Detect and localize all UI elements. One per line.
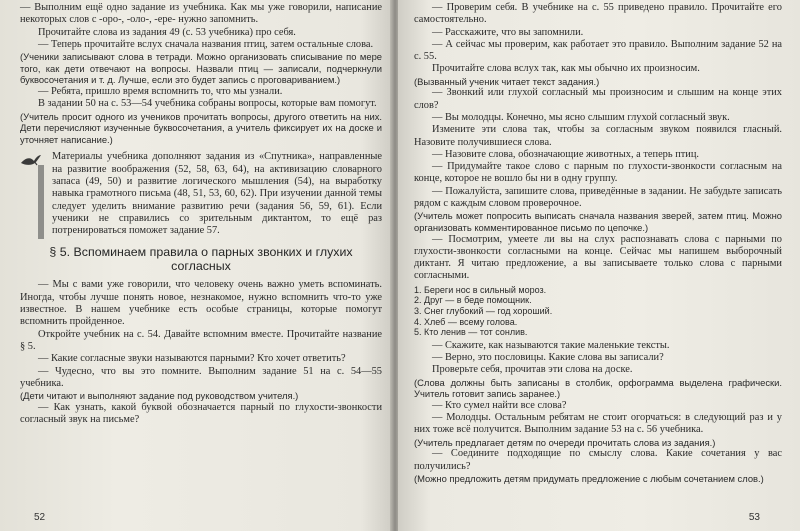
- paragraph: Проверьте себя, прочитав эти слова на доске.: [432, 364, 633, 376]
- paragraph: — А сейчас мы проверим, как работает это правило. Выполним задание 52 на с. 55.: [414, 38, 782, 63]
- right-page: [398, 0, 800, 531]
- page-number: 52: [34, 512, 46, 523]
- page-number: 53: [748, 512, 760, 523]
- section-title: § 5. Вспоминаем правила о парных звонких и глухих согласных: [49, 245, 353, 274]
- list-item: 1. Береги нос в сильный мороз.: [414, 284, 547, 295]
- teacher-note: (Учитель предлагает детям по очереди прочитать слова из задания.): [414, 436, 716, 448]
- paragraph: — Какие согласные звуки называются парными? Кто хочет ответить?: [38, 353, 346, 365]
- paragraph: Прочитайте слова вслух так, как мы обычно их произносим.: [432, 63, 700, 75]
- paragraph: — Выполним ещё одно задание из учебника. Как мы уже говорили, написание некоторых слов с -оро-, -оло-, -ере- нужно запомнить.: [20, 2, 382, 26]
- teacher-note: (Слова должны быть записаны в столбик, орфограмма выделена графически. Учитель готовит запись заранее.): [414, 376, 782, 400]
- sputnik-callout: [20, 151, 382, 237]
- teacher-note: (Дети читают и выполняют задание под руководством учителя.): [20, 390, 299, 402]
- paragraph: Прочитайте слова из задания 49 (с. 53 учебника) про себя.: [38, 26, 296, 38]
- teacher-note: (Вызванный ученик читает текст задания.): [414, 75, 600, 87]
- paragraph: — Посмотрим, умеете ли вы на слух распознавать слова с парными по глухости-звонкости согласными на конце. Сейчас мы напишем выборочный диктант. Я читаю предложение, а вы записываете только слова с парными согласными.: [414, 233, 782, 282]
- left-page: [0, 0, 392, 531]
- callout-text: Материалы учебника дополняют задания из «Спутника», направленные на развитие воображения (52, 58, 63, 64), на активизацию словарного запаса (49, 50) и развитие логического мышления (54), на выработку навыка грамотного письма (48, 51, 53, 60, 62). При изучении данной темы следует уделить внимание развитию речи (задания 56, 59, 61). Если ученики не справились со зрительным диктантом, то ещё раз потренироваться поможет задание 57.: [52, 151, 382, 237]
- paragraph: — Молодцы. Остальным ребятам не стоит огорчаться: в следующий раз и у них тоже всё получится. Выполним задание 53 на с. 56 учебника.: [414, 412, 782, 436]
- list-item: 4. Хлеб — всему голова.: [414, 316, 518, 327]
- paragraph: — Кто сумел найти все слова?: [432, 399, 567, 411]
- teacher-note: (Ученики записывают слова в тетради. Можно организовать списывание по мере того, как дети отвечают на вопросы. Назвали птиц — записали, подчеркнули буквосочетания и т. д. Лучше, если это будет запись с проговариванием.): [20, 51, 382, 86]
- paragraph: — Теперь прочитайте вслух сначала названия птиц, затем остальные слова.: [38, 38, 374, 50]
- paragraph: — Расскажите, что вы запомнили.: [432, 26, 584, 38]
- teacher-note: (Можно предложить детям придумать предложение с любым сочетанием слов.): [414, 472, 764, 484]
- paragraph: — Проверим себя. В учебнике на с. 55 приведено правило. Прочитайте его самостоятельно.: [414, 2, 782, 26]
- paragraph: Откройте учебник на с. 54. Давайте вспомним вместе. Прочитайте название § 5.: [20, 328, 382, 352]
- paragraph: — Звонкий или глухой согласный мы произносим и слышим на конце этих слов?: [414, 87, 782, 111]
- dictation-list: [414, 285, 782, 338]
- paragraph: — Чудесно, что вы это помните. Выполним задание 51 на с. 54—55 учебника.: [20, 365, 382, 389]
- paragraph: — Соедините подходящие по смыслу слова. Какие сочетания у вас получились?: [414, 448, 782, 472]
- paragraph: Измените эти слова так, чтобы за согласным звуком появился гласный. Назовите получившиеся слова.: [414, 124, 782, 148]
- paragraph: — Назовите слова, обозначающие животных, а теперь птиц.: [432, 148, 700, 160]
- paragraph: — Придумайте такое слово с парным по глухости-звонкости согласным на конце, которое не вошло бы ни в одну группу.: [414, 161, 782, 185]
- paragraph: — Ребята, пришло время вспомнить то, что мы узнали.: [38, 85, 283, 97]
- list-item: 2. Друг — в беде помощник.: [414, 295, 532, 306]
- paragraph: — Скажите, как называются такие маленькие тексты.: [432, 339, 670, 351]
- paragraph: — Пожалуйста, запишите слова, приведённые в задании. Не забудьте записать рядом с каждым словом проверочное.: [414, 185, 782, 210]
- paragraph: В задании 50 на с. 53—54 учебника собраны вопросы, которые вам помогут.: [38, 98, 377, 110]
- teacher-note: (Учитель просит одного из учеников прочитать вопросы, другого ответить на них. Дети перечисляют изученные буквосочетания, а учитель фиксирует их на доске и уточняет написание.): [20, 110, 382, 145]
- list-item: 3. Снег глубокий — год хороший.: [414, 305, 553, 316]
- paragraph: — Вы молодцы. Конечно, мы ясно слышим глухой согласный звук.: [432, 111, 730, 123]
- margin-bar: [38, 165, 44, 239]
- teacher-note: (Учитель может попросить выписать сначала названия зверей, затем птиц. Можно организовать комментированное письмо по цепочке.): [414, 210, 782, 233]
- paragraph: — Мы с вами уже говорили, что человеку очень важно уметь вспоминать. Иногда, чтобы лучше понять новое, незнакомое, нужно вспомнить что-то уже известное. В нашем учебнике есть особые страницы, которые помогут вспомнить пройденное.: [20, 279, 382, 328]
- list-item: 5. Кто ленив — тот сонлив.: [414, 327, 528, 338]
- paragraph: — Как узнать, какой буквой обозначается парный по глухости-звонкости согласный звук на письме?: [20, 401, 382, 425]
- paragraph: — Верно, это пословицы. Какие слова вы записали?: [432, 351, 664, 363]
